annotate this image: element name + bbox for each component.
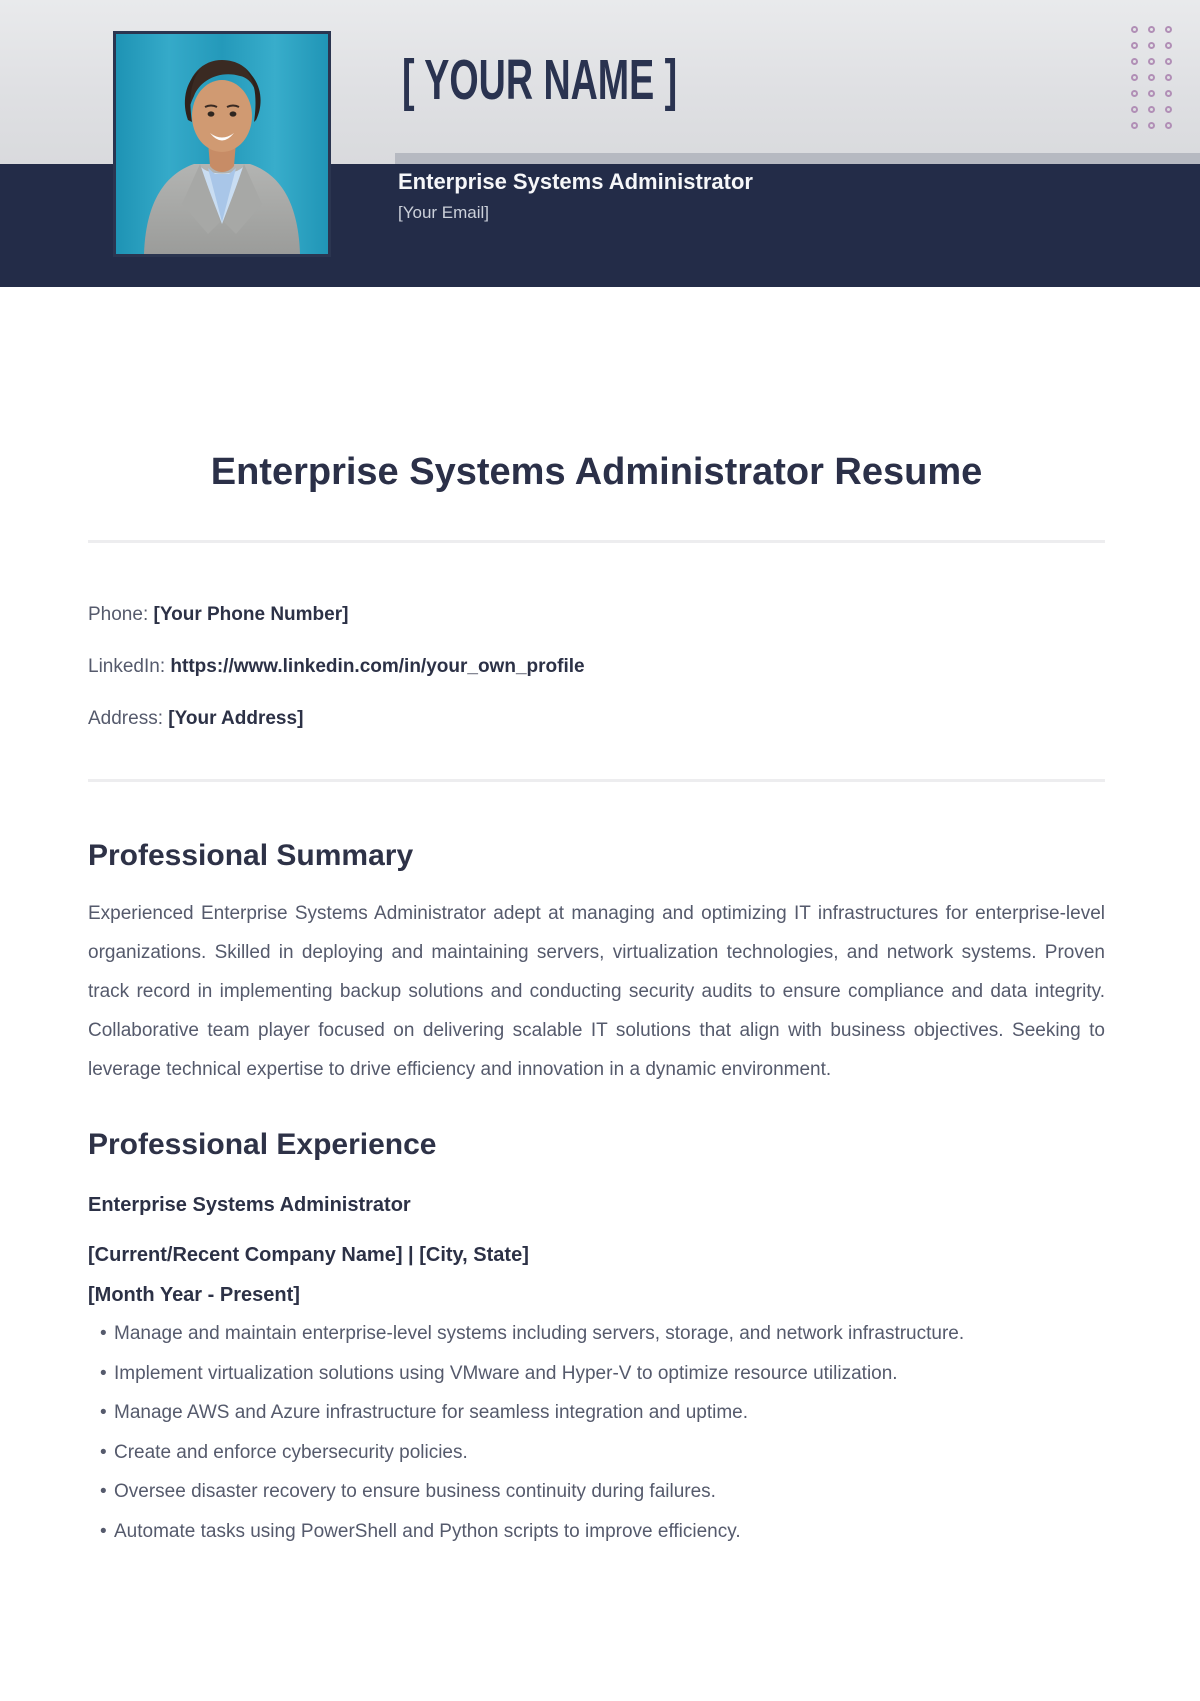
- dot: [1165, 42, 1172, 49]
- contact-row-address: [88, 707, 1105, 730]
- dot: [1131, 106, 1138, 113]
- header: [0, 0, 1200, 287]
- dot: [1165, 90, 1172, 97]
- bullet-text: Automate tasks using PowerShell and Python scripts to improve efficiency.: [114, 1520, 741, 1542]
- bullet-text: Manage and maintain enterprise-level systems including servers, storage, and network infrastructure.: [114, 1323, 965, 1344]
- dot: [1165, 122, 1172, 129]
- bullet-text: Oversee disaster recovery to ensure business continuity during failures.: [114, 1481, 716, 1502]
- list-item: [100, 1314, 1105, 1354]
- professional-summary-text: Experienced Enterprise Systems Administrator adept at managing and optimizing IT infrastructures for enterprise-level organizations. Skilled in deploying and maintaining servers, virtualization technologies, and network systems. Proven track record in implementing backup solutions and conducting security audits to ensure compliance and data integrity. Collaborative team player focused on delivering scalable IT solutions that align with business objectives. Seeking to leverage technical expertise to drive efficiency and innovation in a dynamic environment.: [88, 903, 1105, 1080]
- list-item: [100, 1433, 1105, 1473]
- experience-bullet-list: [88, 1314, 1105, 1551]
- dot: [1131, 58, 1138, 65]
- dot: [1131, 26, 1138, 33]
- dot: [1148, 106, 1155, 113]
- experience-date-line: [Month Year - Present]: [88, 1284, 300, 1306]
- bullet-text: Manage AWS and Azure infrastructure for seamless integration and uptime.: [114, 1402, 749, 1423]
- header-accent-strip: [395, 153, 1200, 164]
- person-name: [ YOUR NAME ]: [402, 48, 678, 112]
- list-item: [100, 1472, 1105, 1512]
- contact-row-phone: [88, 603, 1105, 626]
- dot: [1148, 42, 1155, 49]
- list-item: [100, 1354, 1105, 1394]
- phone-value: [Your Phone Number]: [153, 604, 349, 625]
- bullet-marker: •: [100, 1362, 107, 1384]
- dot: [1131, 90, 1138, 97]
- bullet-text: Implement virtualization solutions using VMware and Hyper-V to optimize resource utilization.: [114, 1362, 898, 1384]
- bullet-text: Create and enforce cybersecurity policies.: [114, 1441, 468, 1463]
- dot: [1148, 58, 1155, 65]
- header-job-title: Enterprise Systems Administrator: [398, 169, 753, 194]
- divider: [88, 779, 1105, 782]
- divider: [88, 540, 1105, 543]
- header-email: [Your Email]: [398, 203, 490, 222]
- contact-block: [88, 603, 1105, 730]
- bullet-marker: •: [100, 1323, 107, 1344]
- section-heading-professional-summary: Professional Summary: [88, 839, 414, 872]
- bullet-marker: •: [100, 1481, 107, 1502]
- resume-body: [0, 450, 1200, 1551]
- dot: [1165, 74, 1172, 81]
- experience-company-line: [Current/Recent Company Name] | [City, State]: [88, 1244, 529, 1266]
- bullet-marker: •: [100, 1402, 107, 1423]
- dot: [1131, 122, 1138, 129]
- bullet-marker: •: [100, 1441, 107, 1463]
- profile-photo: [113, 31, 331, 257]
- dot: [1148, 122, 1155, 129]
- bullet-marker: •: [100, 1520, 107, 1542]
- contact-row-linkedin: [88, 655, 1105, 678]
- dot: [1165, 106, 1172, 113]
- dot: [1148, 26, 1155, 33]
- linkedin-value[interactable]: https://www.linkedin.com/in/your_own_profile: [170, 656, 585, 677]
- phone-label: Phone:: [88, 604, 149, 625]
- dots-pattern: [1131, 26, 1172, 129]
- dot: [1165, 58, 1172, 65]
- dot: [1148, 74, 1155, 81]
- address-label: Address:: [88, 708, 163, 729]
- page-title: Enterprise Systems Administrator Resume: [210, 451, 983, 493]
- list-item: [100, 1393, 1105, 1433]
- experience-role: Enterprise Systems Administrator: [88, 1194, 411, 1216]
- dot: [1148, 90, 1155, 97]
- list-item: [100, 1512, 1105, 1552]
- dot: [1131, 42, 1138, 49]
- dot: [1131, 74, 1138, 81]
- profile-photo-illustration: [116, 34, 328, 254]
- address-value: [Your Address]: [168, 708, 304, 729]
- linkedin-label: LinkedIn:: [88, 656, 166, 677]
- section-heading-professional-experience: Professional Experience: [88, 1128, 437, 1161]
- dot: [1165, 26, 1172, 33]
